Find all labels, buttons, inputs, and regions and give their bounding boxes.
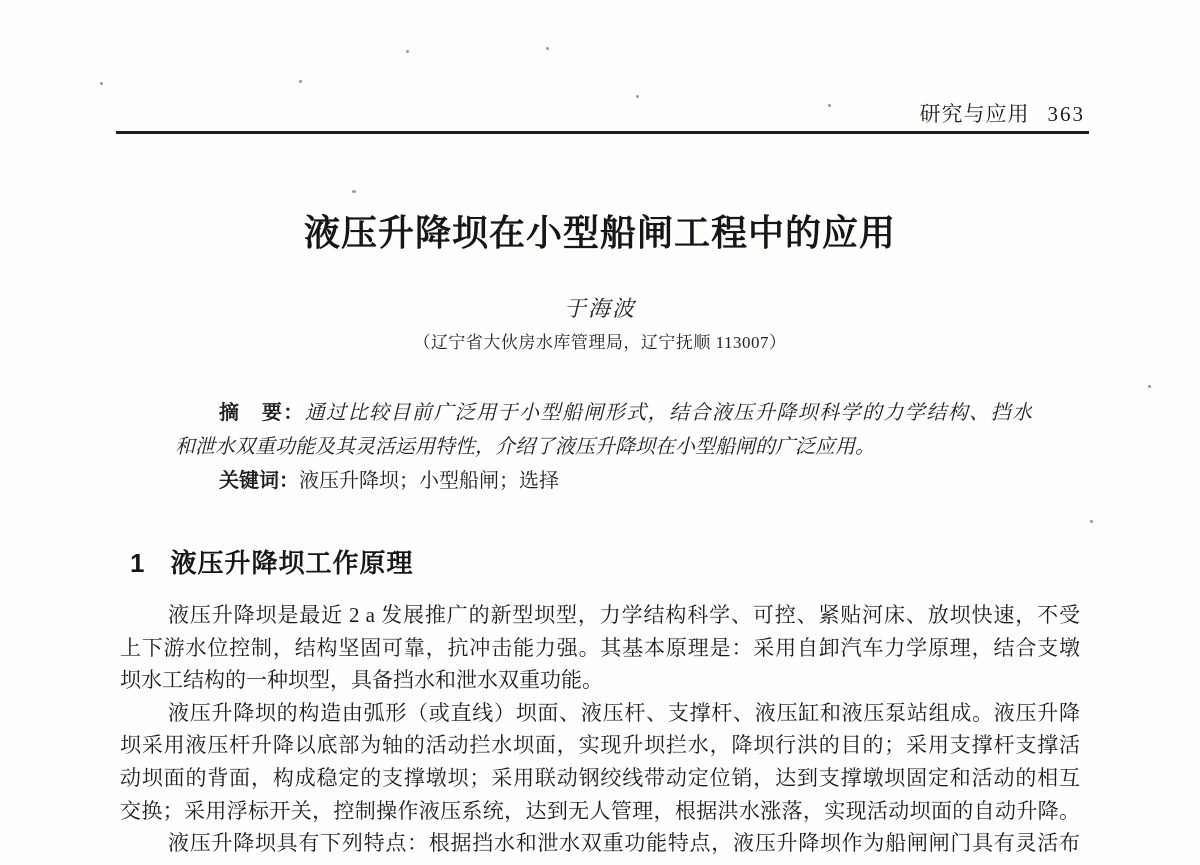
body-line: 坝采用液压杆升降以底部为轴的活动拦水坝面，实现升坝拦水，降坝行洪的目的；采用支撑杆支撑活 (120, 733, 1080, 758)
section-number: 1 (130, 548, 145, 578)
section-1-heading (130, 546, 413, 580)
scan-noise-speck (406, 50, 409, 53)
keywords-text: 液压升降坝；小型船闸；选择 (299, 470, 559, 492)
page-number: 363 (1047, 102, 1085, 126)
header-rule (116, 131, 1089, 134)
keywords-line (175, 464, 1032, 498)
author-affiliation: （辽宁省大伙房水库管理局，辽宁抚顺 113007） (413, 333, 787, 352)
body-line: 液压升降坝的构造由弧形（或直线）坝面、液压杆、支撑杆、液压缸和液压泵站组成。液压升降 (168, 700, 1080, 725)
abstract-line (175, 396, 1032, 430)
body-line: 坝水工结构的一种坝型，具备挡水和泄水双重功能。 (120, 668, 603, 693)
section-title: 液压升降坝工作原理 (170, 548, 414, 578)
article-title: 液压升降坝在小型船闸工程中的应用 (303, 212, 896, 253)
scan-noise-speck (828, 104, 831, 107)
scan-noise-speck (100, 82, 103, 85)
abstract-text-1: 通过比较目前广泛用于小型船闸形式，结合液压升降坝科学的力学结构、挡水 (304, 402, 1032, 424)
abstract-block (175, 396, 1032, 498)
body-line: 交换；采用浮标开关，控制操作液压系统，达到无人管理，根据洪水涨落，实现活动坝面的自动升降。 (120, 798, 1080, 823)
running-head (920, 101, 1086, 128)
body-text (120, 599, 1080, 860)
scan-noise-speck (1148, 385, 1151, 388)
scan-noise-speck (299, 80, 302, 83)
scan-noise-speck (546, 47, 549, 50)
scan-noise-speck (352, 190, 356, 193)
keywords-label: 关键词： (219, 470, 299, 492)
body-line: 上下游水位控制，结构坚固可靠，抗冲击能力强。其基本原理是：采用自卸汽车力学原理，结合支墩 (120, 635, 1080, 660)
scan-noise-speck (636, 95, 639, 98)
author-name: 于海波 (563, 296, 636, 321)
running-head-section: 研究与应用 (919, 102, 1030, 126)
body-line: 液压升降坝是最近 2 a 发展推广的新型坝型，力学结构科学、可控、紧贴河床、放坝快速，不受 (168, 603, 1080, 627)
scan-noise-speck (1090, 520, 1093, 523)
abstract-line: 和泄水双重功能及其灵活运用特性，介绍了液压升降坝在小型船闸的广泛应用。 (175, 436, 875, 458)
abstract-label: 摘 要： (219, 402, 305, 424)
body-line: 动坝面的背面，构成稳定的支撑墩坝；采用联动钢绞线带动定位销，达到支撑墩坝固定和活动的相互 (120, 765, 1080, 790)
body-line: 液压升降坝具有下列特点：根据挡水和泄水双重功能特点，液压升降坝作为船闸闸门具有灵活布 (168, 831, 1080, 856)
